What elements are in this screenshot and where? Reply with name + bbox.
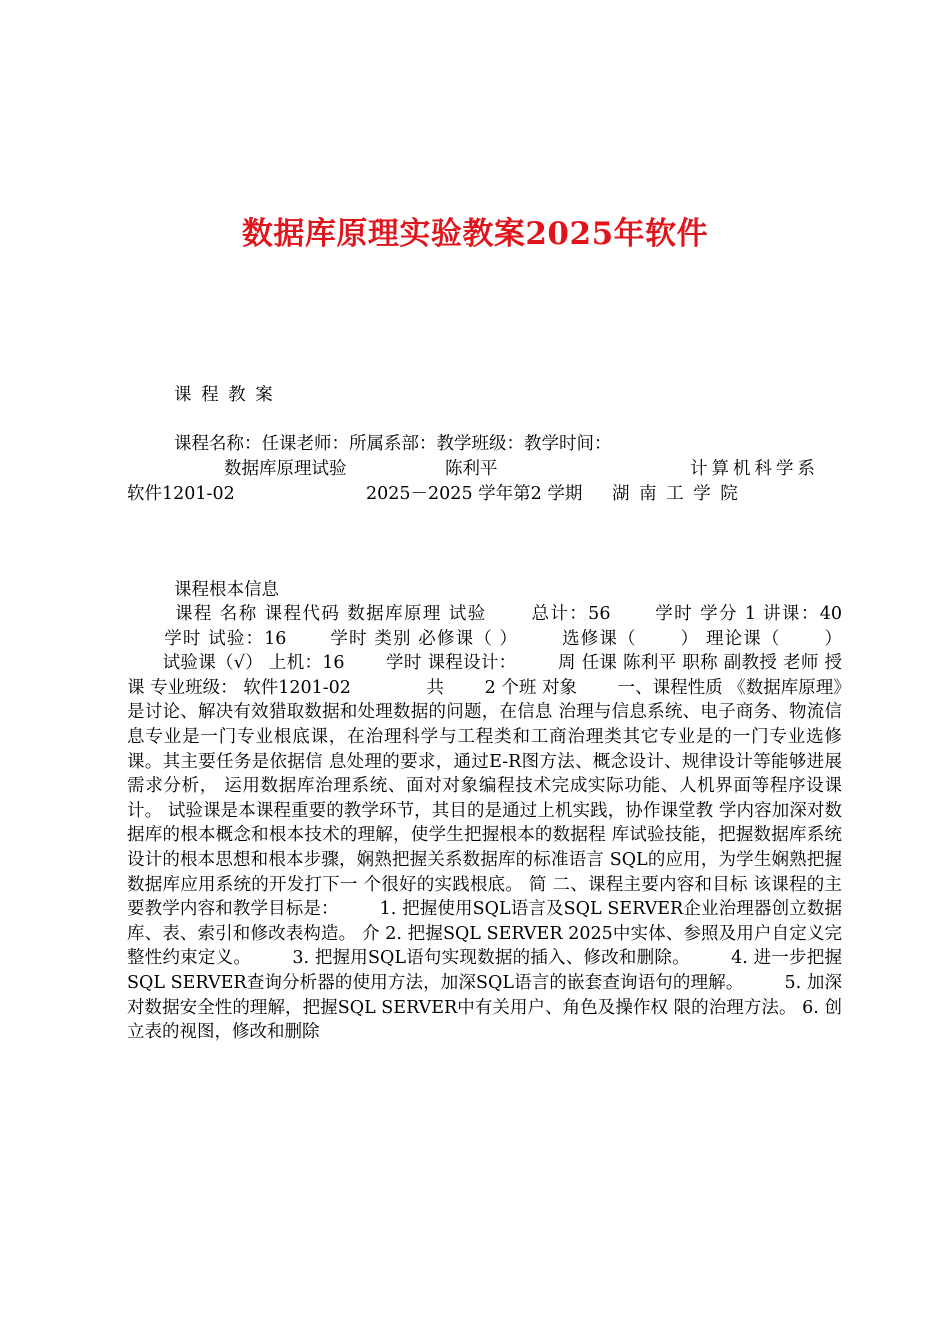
- term-value: 2025－2025 学年第2 学期: [366, 484, 583, 504]
- course-name-value: 数据库原理试验: [224, 459, 347, 479]
- body-paragraph: 课程 名称 课程代码 数据库原理 试验 总计：56 学时 学分 1 讲课：40 学时 试验：16 学时 类别 必修课（ ） 选修课（ ） 理论课（ ） 试验课（√） 上机：16 学时 课程设计： 周 任课 陈利平 职称 副教授 老师 授课 专业班级： 软件1201-02 共 2 个班 对象 一、课程性质 《数据库原理》是讨论、解决有效猎取数据和处理数据的问题，在信息 治理与信息系统、电子商务、物流信息专业是一门专业根底课，在治理科学与工程类和工商治理类其它专业是的一门专业选修课。其主要任务是依据信 息处理的要求，通过E-R图方法、概念设计、规律设计等能够进展需求分析， 运用数据库治理系统、面对对象编程技术完成实际功能、人机界面等程序设课 计。 试验课是本课程重要的教学环节，其目的是通过上机实践，协作课堂教 学内容加深对数据库的根本概念和根本技术的理解，使学生把握根本的数据程 库试验技能，把握数据库系统设计的根本思想和根本步骤，娴熟把握关系数据库的标准语言 SQL的应用，为学生娴熟把握数据库应用系统的开发打下一 个很好的实践根底。 简 二、课程主要内容和目标 该课程的主要教学内容和教学目标是： 1. 把握使用SQL语言及SQL SERVER企业治理器创立数据库、表、索引和修改表构造。 介 2. 把握SQL SERVER 2025中实体、参照及用户自定义完整性约束定义。 3. 把握用SQL语句实现数据的插入、修改和删除。 4. 进一步把握SQL SERVER查询分析器的使用方法，加深SQL语言的嵌套查询语句的理解。 5. 加深对数据安全性的理解，把握SQL SERVER中有关用户、角色及操作权 限的治理方法。 6. 创立表的视图，修改和删除: [127, 604, 842, 1043]
- class-value: 软件1201-02: [127, 484, 235, 504]
- course-info-labels: 课程名称：任课老师：所属系部：教学班级：教学时间：: [174, 434, 612, 454]
- page-title: 数据库原理实验教案2025年软件: [241, 216, 709, 252]
- school-value: 湖 南 工 学 院: [612, 484, 740, 504]
- teacher-value: 陈利平: [445, 459, 498, 479]
- department-value: 计算机科学系: [690, 459, 819, 479]
- document-heading: 课 程 教 案: [174, 385, 275, 405]
- section-title: 课程根本信息: [174, 580, 279, 600]
